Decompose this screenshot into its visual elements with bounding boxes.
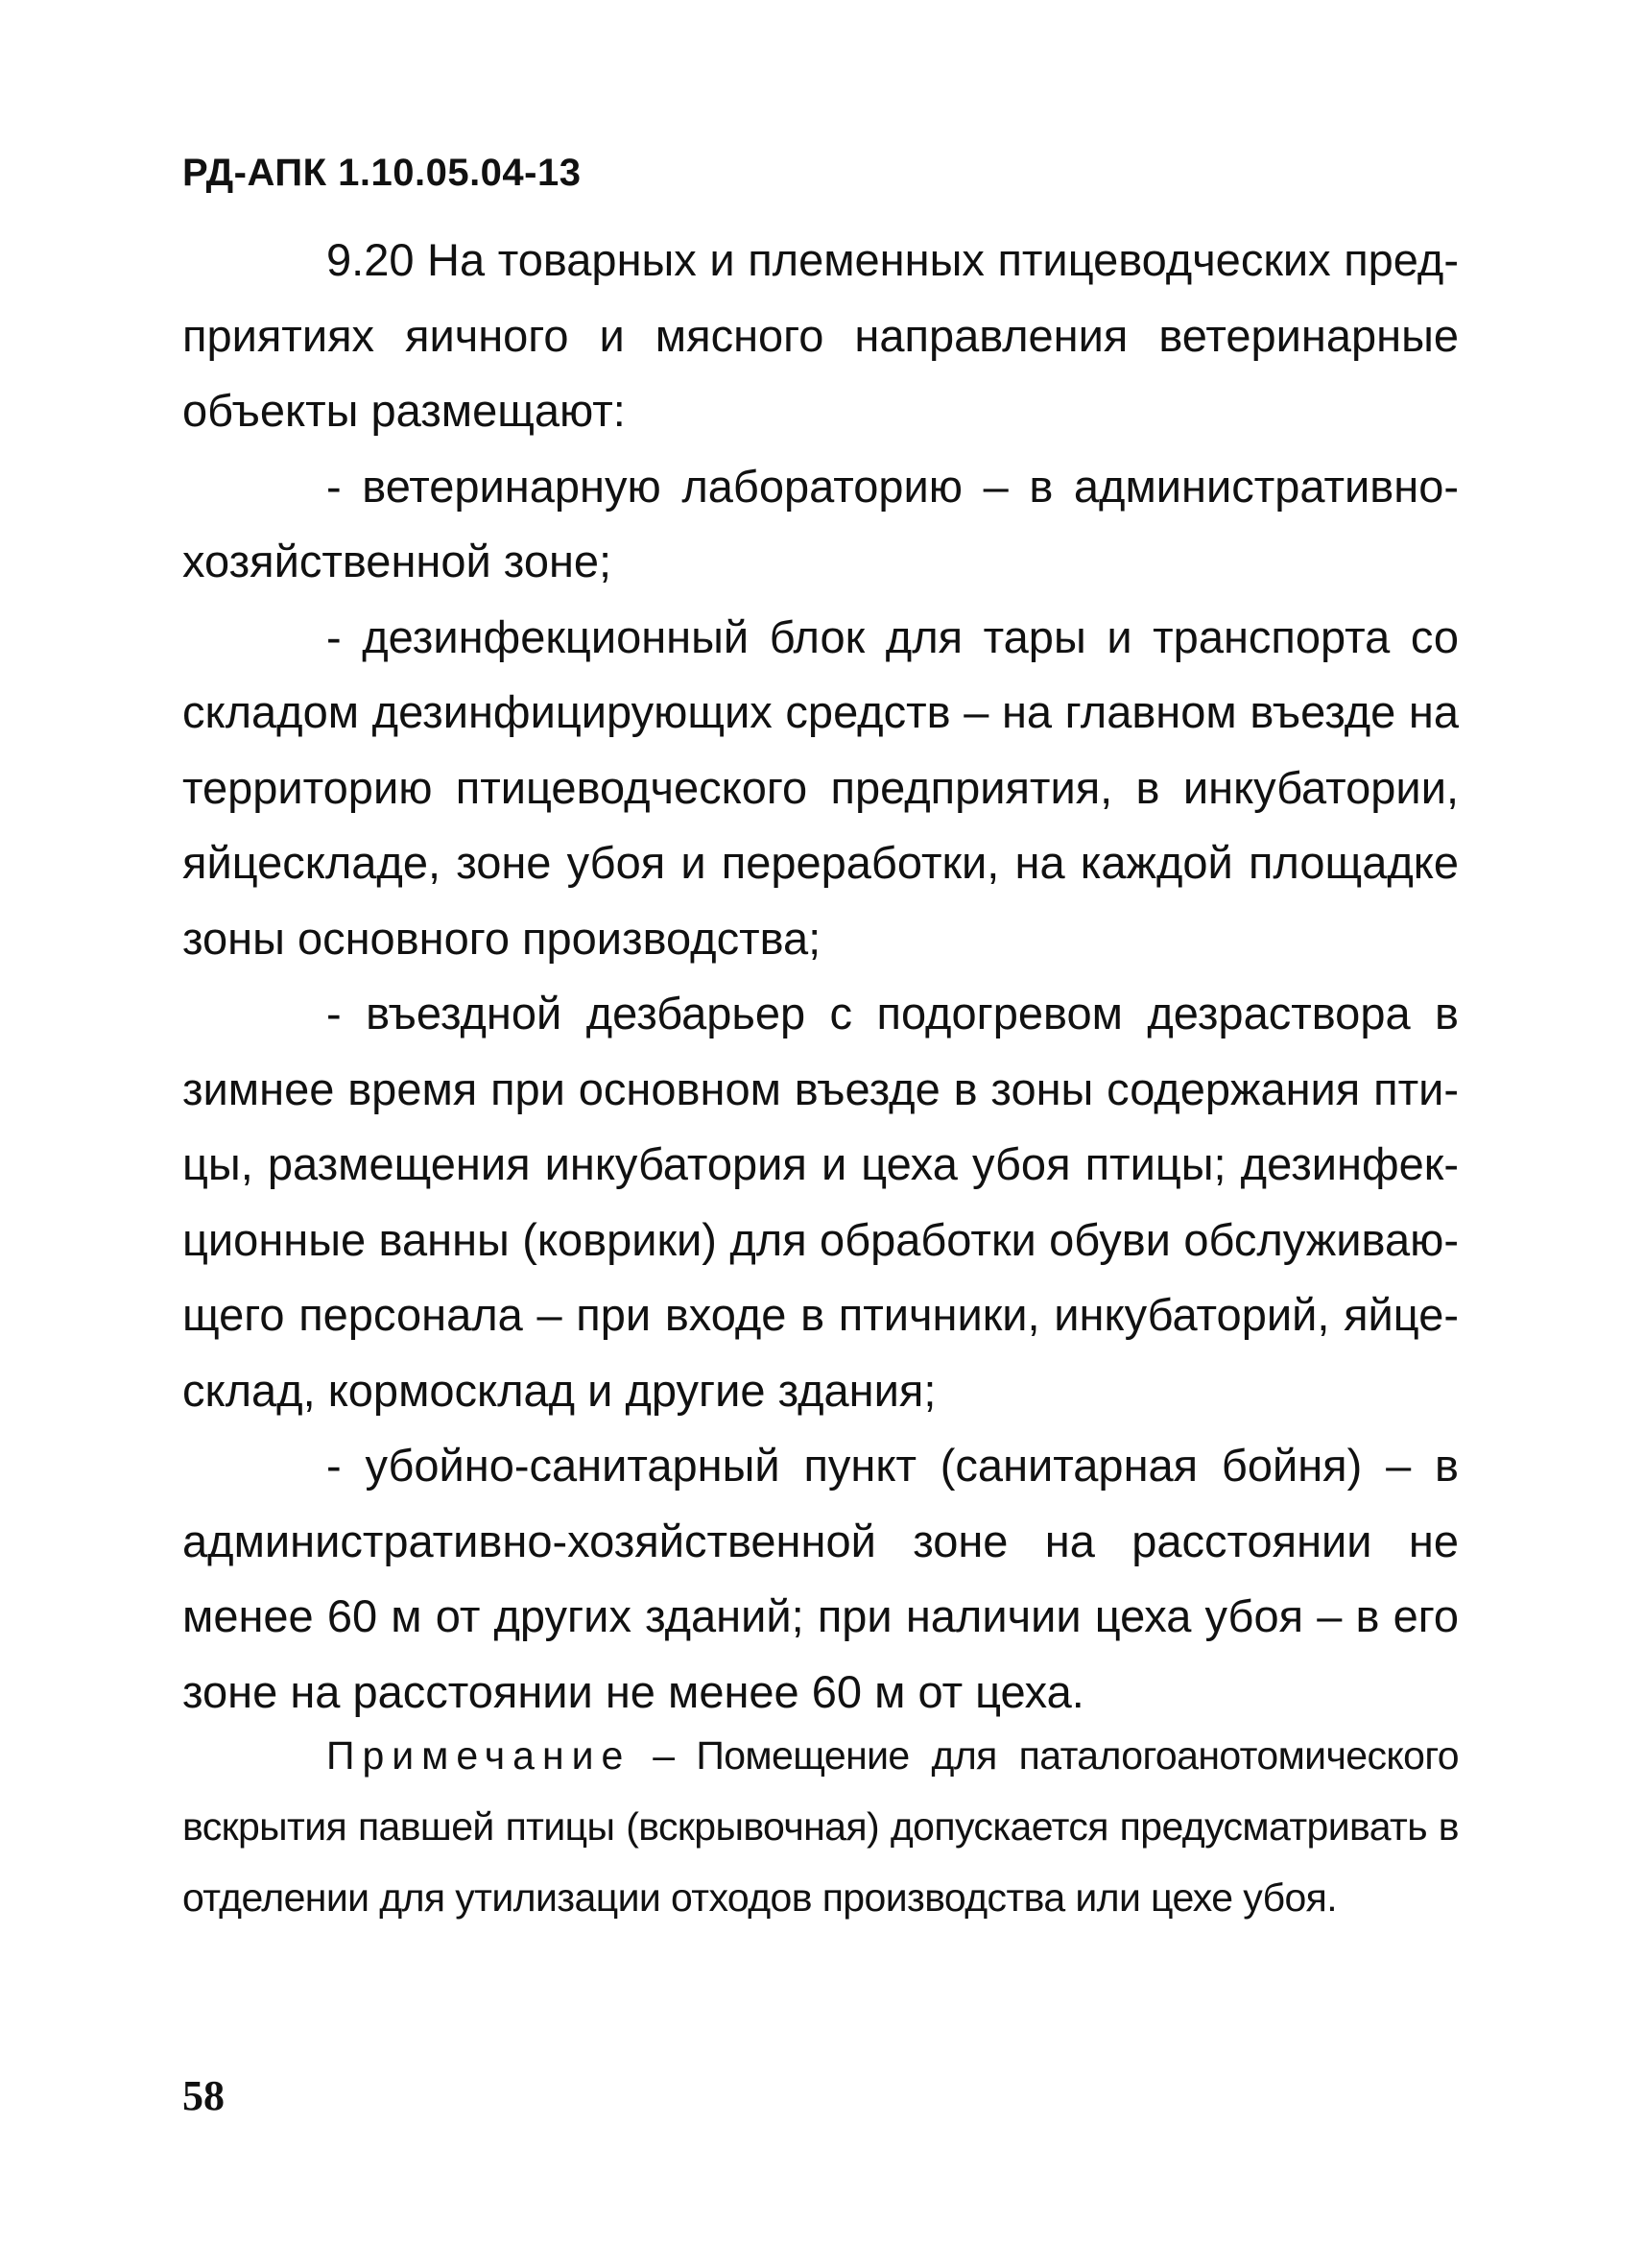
paragraph-entry-barrier: - въездной дезбарьер с подогревом дезраствора в зимнее время при основном въезде в зоны содержания птицы, размещения инкубатория и цеха убоя птицы; дезинфекционные ванны (коврики) для обработки обуви обслуживающего персонала – при входе в птичники, инкубаторий, яйцесклад, кормосклад и другие здания; [182,988,1459,1416]
main-text [182,223,1459,1730]
paragraph-vet-laboratory: - ветеринарную лабораторию – в административно-хозяйственной зоне; [182,460,1459,586]
note-text: Помещение для паталогоанотомического вскрытия павшей птицы (вскрывочная) допускается предусматривать в отделении для утилизации отходов производства или цехе убоя. [182,1733,1459,1920]
paragraph-slaughter-point: - убойно-санитарный пункт (санитарная бойня) – в административно-хозяйственной зоне на расстоянии не менее 60 м от других зданий; при наличии цеха убоя – в его зоне на расстоянии не менее 60 м от цеха. [182,1440,1459,1717]
page-number: 58 [182,2072,225,2119]
note-label: Примечание [326,1733,631,1778]
note-separator: – [631,1733,697,1778]
note-paragraph [182,1720,1459,1933]
paragraph-disinfection-block: - дезинфекционный блок для тары и транспорта со складом дезинфицирующих средств – на главном въезде на территорию птицеводческого предприятия, в инкубатории, яйцескладе, зоне убоя и переработки, на каждой площадке зоны основного производства; [182,610,1459,964]
note-block [182,1720,1459,1933]
document-code-header: РД-АПК 1.10.05.04-13 [182,152,582,194]
paragraph-9-20: 9.20 На товарных и племенных птицеводческих предприятиях яичного и мясного направления ветеринарные объекты размещают: [182,234,1459,436]
